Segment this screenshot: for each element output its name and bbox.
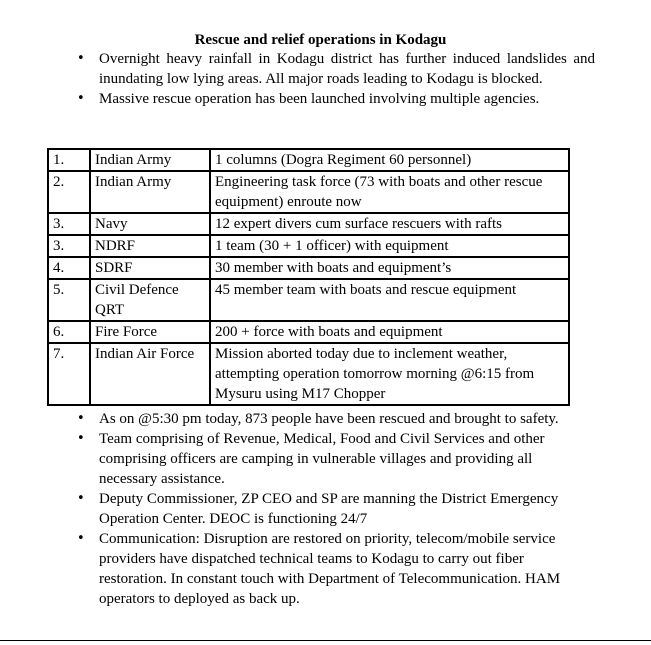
detail-cell: Mission aborted today due to inclement weather, attempting operation tomorrow morning @6:15 from Mysuru using M17 Chopper: [210, 343, 569, 405]
row-number: 4.: [48, 257, 90, 279]
bullet-icon: •: [77, 411, 85, 426]
table-row: [48, 213, 569, 235]
bullet-text: Communication: Disruption are restored on priority, telecom/mobile service providers have dispatched technical teams to Kodagu to carry out fiber restoration. In constant touch with Department of Telecommunication. HAM operators to deployed as back up.: [99, 531, 561, 607]
intro-bullet-list: [75, 49, 595, 109]
bullet-item: [75, 49, 595, 89]
row-number: 3.: [48, 235, 90, 257]
page-bottom-rule: [0, 640, 651, 641]
table-row: [48, 343, 569, 405]
row-number: 6.: [48, 321, 90, 343]
bullet-icon: •: [77, 491, 85, 506]
detail-cell: 30 member with boats and equipment’s: [210, 257, 569, 279]
table-row: [48, 257, 569, 279]
table-row: [48, 321, 569, 343]
detail-cell: 12 expert divers cum surface rescuers with rafts: [210, 213, 569, 235]
agency-cell: Indian Army: [90, 171, 210, 213]
row-number: 7.: [48, 343, 90, 405]
table-row: [48, 279, 569, 321]
bullet-icon: •: [77, 531, 85, 546]
bullet-text: As on @5:30 pm today, 873 people have been rescued and brought to safety.: [99, 411, 559, 427]
agency-cell: Civil Defence QRT: [90, 279, 210, 321]
bullet-item: [75, 529, 575, 609]
table-row: [48, 149, 569, 171]
agency-cell: SDRF: [90, 257, 210, 279]
row-number: 3.: [48, 213, 90, 235]
table-row: [48, 235, 569, 257]
detail-cell: Engineering task force (73 with boats and other rescue equipment) enroute now: [210, 171, 569, 213]
bullet-text: Massive rescue operation has been launched involving multiple agencies.: [99, 91, 540, 107]
status-bullet-list: [75, 409, 575, 609]
table-row: [48, 171, 569, 213]
bullet-item: [75, 89, 595, 109]
bullet-item: [75, 409, 575, 429]
detail-cell: 45 member team with boats and rescue equipment: [210, 279, 569, 321]
bullet-text: Overnight heavy rainfall in Kodagu district has further induced landslides and inundating low lying areas. All major roads leading to Kodagu is blocked.: [99, 51, 595, 87]
row-number: 5.: [48, 279, 90, 321]
agency-cell: Indian Air Force: [90, 343, 210, 405]
detail-cell: 1 columns (Dogra Regiment 60 personnel): [210, 149, 569, 171]
row-number: 1.: [48, 149, 90, 171]
agency-cell: NDRF: [90, 235, 210, 257]
detail-cell: 200 + force with boats and equipment: [210, 321, 569, 343]
document-title: Rescue and relief operations in Kodagu: [194, 32, 447, 48]
bullet-icon: •: [77, 51, 85, 66]
detail-cell: 1 team (30 + 1 officer) with equipment: [210, 235, 569, 257]
agency-cell: Indian Army: [90, 149, 210, 171]
bullet-icon: •: [77, 431, 85, 446]
rescue-agencies-table: [47, 148, 570, 406]
row-number: 2.: [48, 171, 90, 213]
agency-cell: Navy: [90, 213, 210, 235]
bullet-item: [75, 489, 575, 529]
agency-cell: Fire Force: [90, 321, 210, 343]
bullet-text: Team comprising of Revenue, Medical, Food and Civil Services and other comprising officers are camping in vulnerable villages and providing all necessary assistance.: [99, 431, 545, 487]
bullet-icon: •: [77, 91, 85, 106]
bullet-text: Deputy Commissioner, ZP CEO and SP are manning the District Emergency Operation Center. DEOC is functioning 24/7: [99, 491, 559, 527]
bullet-item: [75, 429, 575, 489]
